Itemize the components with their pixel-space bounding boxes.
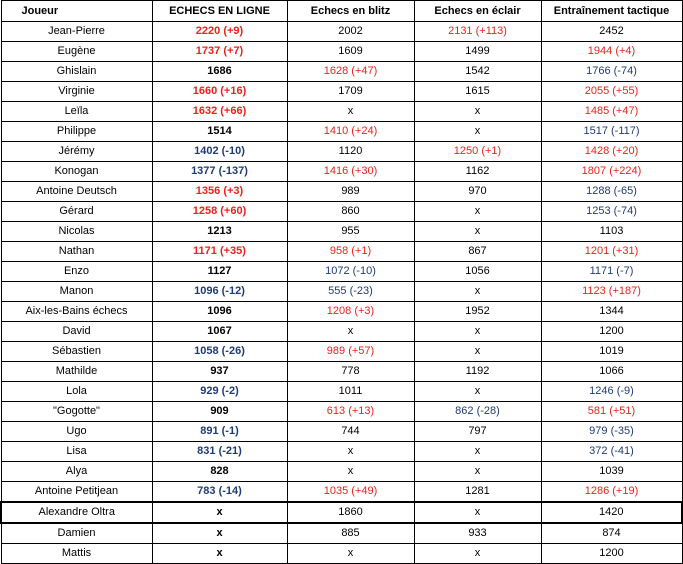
rating-eclair: x xyxy=(414,342,541,362)
rating-eclair: 970 xyxy=(414,182,541,202)
player-name: Enzo xyxy=(1,262,152,282)
rating-eclair: x xyxy=(414,502,541,523)
rating-online: 1737 (+7) xyxy=(152,42,287,62)
rating-tactique: 1286 (+19) xyxy=(541,482,682,503)
rating-blitz: 2002 xyxy=(287,22,414,42)
player-name: Antoine Petitjean xyxy=(1,482,152,503)
rating-blitz: 555 (-23) xyxy=(287,282,414,302)
player-name: Eugène xyxy=(1,42,152,62)
rating-tactique: 1253 (-74) xyxy=(541,202,682,222)
rating-tactique: 581 (+51) xyxy=(541,402,682,422)
table-row xyxy=(1,202,682,222)
player-name: Mathilde xyxy=(1,362,152,382)
rating-tactique: 1039 xyxy=(541,462,682,482)
player-name: Antoine Deutsch xyxy=(1,182,152,202)
rating-online: 1258 (+60) xyxy=(152,202,287,222)
rating-tactique: 1103 xyxy=(541,222,682,242)
rating-online: 1660 (+16) xyxy=(152,82,287,102)
table-row xyxy=(1,442,682,462)
rating-eclair: x xyxy=(414,282,541,302)
rating-tactique: 1066 xyxy=(541,362,682,382)
rating-online: 1686 xyxy=(152,62,287,82)
player-name: Nicolas xyxy=(1,222,152,242)
rating-blitz: 958 (+1) xyxy=(287,242,414,262)
rating-eclair: x xyxy=(414,442,541,462)
table-row xyxy=(1,142,682,162)
rating-blitz: 1208 (+3) xyxy=(287,302,414,322)
player-name: Lola xyxy=(1,382,152,402)
header-tactique: Entraînement tactique xyxy=(541,1,682,22)
rating-eclair: 1162 xyxy=(414,162,541,182)
rating-online: 1096 (-12) xyxy=(152,282,287,302)
header-row xyxy=(1,1,682,22)
rating-blitz: 1011 xyxy=(287,382,414,402)
rating-blitz: 1072 (-10) xyxy=(287,262,414,282)
player-name: David xyxy=(1,322,152,342)
rating-tactique: 1807 (+224) xyxy=(541,162,682,182)
rating-tactique: 1201 (+31) xyxy=(541,242,682,262)
rating-blitz: x xyxy=(287,544,414,564)
rating-online: 1356 (+3) xyxy=(152,182,287,202)
table-row xyxy=(1,362,682,382)
rating-online: 1171 (+35) xyxy=(152,242,287,262)
player-name: Leïla xyxy=(1,102,152,122)
rating-tactique: 1420 xyxy=(541,502,682,523)
rating-online: 828 xyxy=(152,462,287,482)
player-name: Lisa xyxy=(1,442,152,462)
rating-tactique: 1246 (-9) xyxy=(541,382,682,402)
table-row xyxy=(1,544,682,564)
table-row xyxy=(1,42,682,62)
table-row xyxy=(1,523,682,544)
rating-eclair: x xyxy=(414,322,541,342)
rating-eclair: x xyxy=(414,462,541,482)
rating-eclair: x xyxy=(414,382,541,402)
rating-blitz: 989 xyxy=(287,182,414,202)
table-row xyxy=(1,222,682,242)
rating-tactique: 2055 (+55) xyxy=(541,82,682,102)
rating-tactique: 1944 (+4) xyxy=(541,42,682,62)
rating-blitz: 860 xyxy=(287,202,414,222)
player-name: Mattis xyxy=(1,544,152,564)
table-row xyxy=(1,502,682,523)
rating-blitz: 1709 xyxy=(287,82,414,102)
table-row xyxy=(1,102,682,122)
player-name: Philippe xyxy=(1,122,152,142)
rating-online: 909 xyxy=(152,402,287,422)
rating-online: 1514 xyxy=(152,122,287,142)
rating-blitz: 1035 (+49) xyxy=(287,482,414,503)
player-name: Konogan xyxy=(1,162,152,182)
rating-online: 1377 (-137) xyxy=(152,162,287,182)
rating-tactique: 1200 xyxy=(541,322,682,342)
rating-tactique: 1766 (-74) xyxy=(541,62,682,82)
rating-blitz: x xyxy=(287,442,414,462)
rating-online: 783 (-14) xyxy=(152,482,287,503)
rating-blitz: 744 xyxy=(287,422,414,442)
table-row xyxy=(1,482,682,503)
rating-blitz: 1416 (+30) xyxy=(287,162,414,182)
rating-blitz: 778 xyxy=(287,362,414,382)
rating-blitz: 955 xyxy=(287,222,414,242)
player-name: Alya xyxy=(1,462,152,482)
rating-online: 831 (-21) xyxy=(152,442,287,462)
player-name: "Gogotte" xyxy=(1,402,152,422)
rating-online: x xyxy=(152,502,287,523)
table-row xyxy=(1,242,682,262)
rating-tactique: 979 (-35) xyxy=(541,422,682,442)
rating-tactique: 1171 (-7) xyxy=(541,262,682,282)
table-body xyxy=(1,22,682,564)
table-row xyxy=(1,262,682,282)
rating-tactique: 1428 (+20) xyxy=(541,142,682,162)
rating-eclair: 933 xyxy=(414,523,541,544)
table-row xyxy=(1,302,682,322)
rating-eclair: 1192 xyxy=(414,362,541,382)
table-row xyxy=(1,382,682,402)
rating-tactique: 1485 (+47) xyxy=(541,102,682,122)
player-name: Ghislain xyxy=(1,62,152,82)
table-row xyxy=(1,342,682,362)
rating-tactique: 1123 (+187) xyxy=(541,282,682,302)
table-row xyxy=(1,122,682,142)
table-row xyxy=(1,462,682,482)
rating-tactique: 2452 xyxy=(541,22,682,42)
rating-online: x xyxy=(152,544,287,564)
rating-eclair: 1056 xyxy=(414,262,541,282)
player-name: Manon xyxy=(1,282,152,302)
rating-online: 1058 (-26) xyxy=(152,342,287,362)
rating-online: 1402 (-10) xyxy=(152,142,287,162)
table-row xyxy=(1,162,682,182)
rating-online: 937 xyxy=(152,362,287,382)
rating-blitz: x xyxy=(287,102,414,122)
table-row xyxy=(1,422,682,442)
rating-eclair: x xyxy=(414,122,541,142)
header-eclair: Echecs en éclair xyxy=(414,1,541,22)
player-name: Ugo xyxy=(1,422,152,442)
rating-blitz: 1628 (+47) xyxy=(287,62,414,82)
rating-tactique: 874 xyxy=(541,523,682,544)
rating-eclair: 1952 xyxy=(414,302,541,322)
rating-online: 2220 (+9) xyxy=(152,22,287,42)
player-name: Jean-Pierre xyxy=(1,22,152,42)
rating-eclair: x xyxy=(414,202,541,222)
player-name: Virginie xyxy=(1,82,152,102)
rating-online: 1096 xyxy=(152,302,287,322)
rating-tactique: 1344 xyxy=(541,302,682,322)
rating-eclair: 1250 (+1) xyxy=(414,142,541,162)
rating-eclair: 1499 xyxy=(414,42,541,62)
rating-eclair: 1542 xyxy=(414,62,541,82)
rating-eclair: 867 xyxy=(414,242,541,262)
rating-online: 1067 xyxy=(152,322,287,342)
rating-blitz: 1120 xyxy=(287,142,414,162)
rating-blitz: 613 (+13) xyxy=(287,402,414,422)
player-name: Jérémy xyxy=(1,142,152,162)
table-row xyxy=(1,82,682,102)
player-name: Sébastien xyxy=(1,342,152,362)
rating-eclair: x xyxy=(414,222,541,242)
player-name: Damien xyxy=(1,523,152,544)
rating-tactique: 1288 (-65) xyxy=(541,182,682,202)
rating-online: 1127 xyxy=(152,262,287,282)
rating-eclair: 797 xyxy=(414,422,541,442)
rating-blitz: 1609 xyxy=(287,42,414,62)
rating-eclair: x xyxy=(414,102,541,122)
header-blitz: Echecs en blitz xyxy=(287,1,414,22)
rating-blitz: 1860 xyxy=(287,502,414,523)
table-row xyxy=(1,322,682,342)
player-name: Aix-les-Bains échecs xyxy=(1,302,152,322)
player-name: Nathan xyxy=(1,242,152,262)
rating-online: 929 (-2) xyxy=(152,382,287,402)
rating-blitz: x xyxy=(287,462,414,482)
rating-tactique: 1200 xyxy=(541,544,682,564)
rating-online: 1213 xyxy=(152,222,287,242)
rating-eclair: 1281 xyxy=(414,482,541,503)
rating-blitz: 885 xyxy=(287,523,414,544)
rating-eclair: 862 (-28) xyxy=(414,402,541,422)
rating-tactique: 372 (-41) xyxy=(541,442,682,462)
header-joueur: Joueur xyxy=(1,1,152,22)
rating-blitz: 1410 (+24) xyxy=(287,122,414,142)
rating-tactique: 1019 xyxy=(541,342,682,362)
player-name: Gérard xyxy=(1,202,152,222)
rating-online: 1632 (+66) xyxy=(152,102,287,122)
table-row xyxy=(1,62,682,82)
rating-online: 891 (-1) xyxy=(152,422,287,442)
rating-blitz: 989 (+57) xyxy=(287,342,414,362)
rating-eclair: 1615 xyxy=(414,82,541,102)
rating-online: x xyxy=(152,523,287,544)
player-name: Alexandre Oltra xyxy=(1,502,152,523)
rating-eclair: 2131 (+113) xyxy=(414,22,541,42)
table-row xyxy=(1,182,682,202)
table-row xyxy=(1,22,682,42)
rating-tactique: 1517 (-117) xyxy=(541,122,682,142)
rating-blitz: x xyxy=(287,322,414,342)
header-echecs-en-ligne: ECHECS EN LIGNE xyxy=(152,1,287,22)
table-row xyxy=(1,282,682,302)
table-row xyxy=(1,402,682,422)
rating-eclair: x xyxy=(414,544,541,564)
